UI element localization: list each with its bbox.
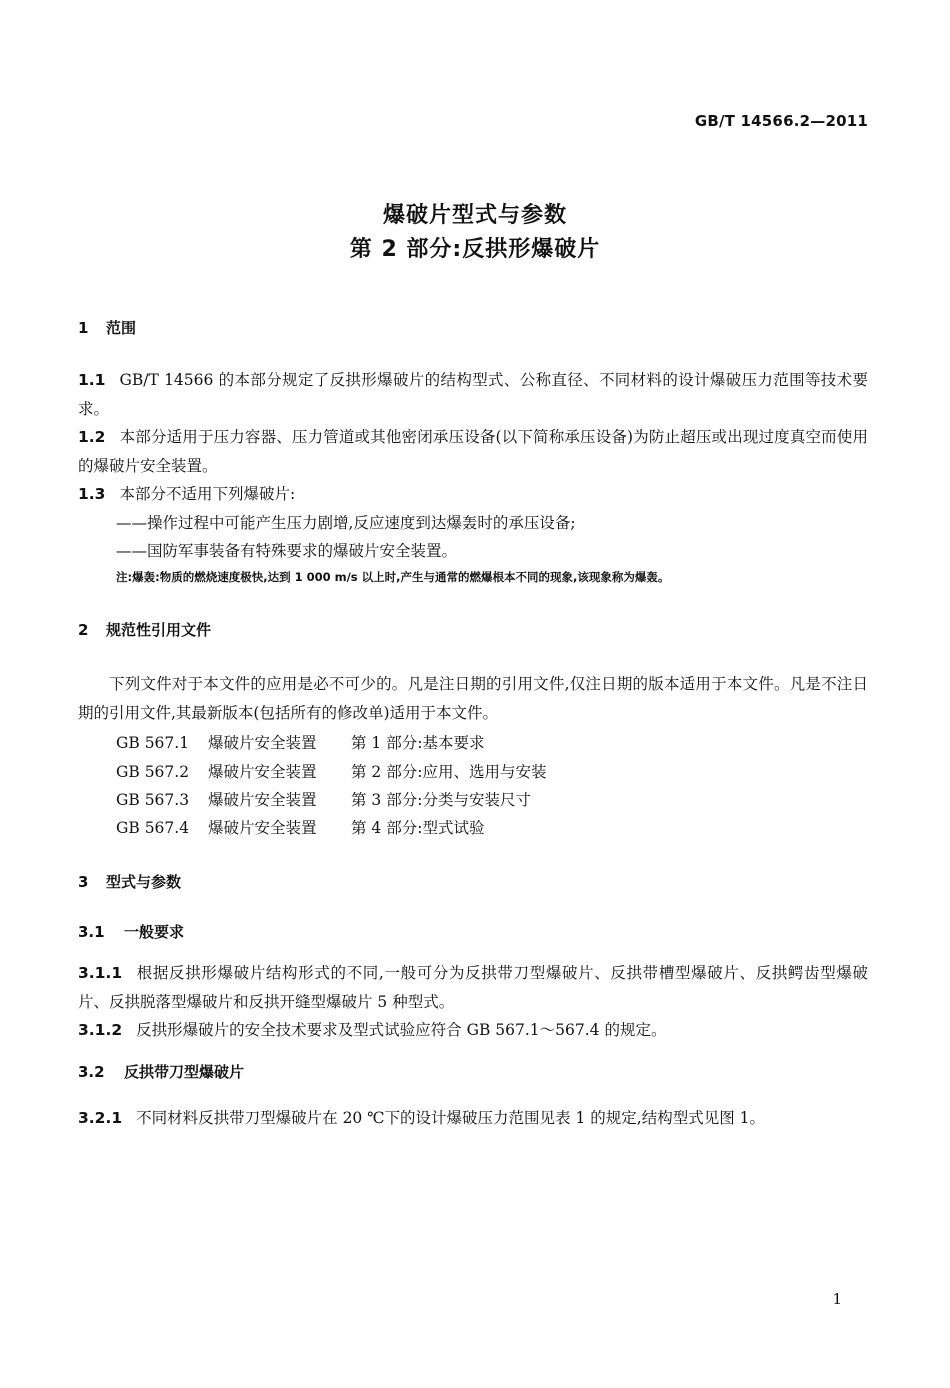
section-title: 反拱带刀型爆破片 xyxy=(124,1063,245,1081)
document-subtitle: 第 2 部分:反拱形爆破片 xyxy=(349,237,601,262)
reference-item xyxy=(116,760,546,782)
clause-1-2 xyxy=(78,423,868,481)
section-title: 规范性引用文件 xyxy=(106,621,212,639)
reference-part: 第 2 部分:应用、选用与安装 xyxy=(351,763,547,781)
clause-3-1-1 xyxy=(78,959,868,1017)
section-title: 型式与参数 xyxy=(106,873,182,891)
section-number: 3.2 xyxy=(78,1063,105,1081)
section-1-heading xyxy=(78,317,136,338)
clause-3-2-1 xyxy=(78,1104,868,1133)
section-title: 范围 xyxy=(106,319,137,337)
clause-number: 1.2 xyxy=(78,428,106,446)
section-2-heading xyxy=(78,619,211,640)
note: 注:爆轰:物质的燃烧速度极快,达到 1 000 m/s 以上时,产生与通常的燃爆根本不同的现象,该现象称为爆轰。 xyxy=(116,570,670,584)
clause-number: 1.3 xyxy=(78,485,106,503)
section-3-1-heading xyxy=(78,921,184,942)
clause-text: GB/T 14566 的本部分规定了反拱形爆破片的结构型式、公称直径、不同材料的设计爆破压力范围等技术要求。 xyxy=(78,371,868,418)
section-title: 一般要求 xyxy=(124,923,185,941)
section-number: 3 xyxy=(78,873,89,891)
document-title: 爆破片型式与参数 xyxy=(382,203,567,228)
section-3-heading xyxy=(78,871,181,892)
section-number: 1 xyxy=(78,319,89,337)
reference-name: 爆破片安全装置 xyxy=(208,819,317,837)
page-number: 1 xyxy=(832,1290,842,1308)
clause-number: 3.1.2 xyxy=(78,1021,123,1039)
reference-code: GB 567.4 xyxy=(116,819,190,837)
clause-number: 3.1.1 xyxy=(78,964,123,982)
section-2-intro: 下列文件对于本文件的应用是必不可少的。凡是注日期的引用文件,仅注日期的版本适用于本文件。凡是不注日期的引用文件,其最新版本(包括所有的修改单)适用于本文件。 xyxy=(78,675,868,722)
clause-1-3 xyxy=(78,480,868,509)
clause-number: 3.2.1 xyxy=(78,1109,123,1127)
clause-number: 1.1 xyxy=(78,371,106,389)
reference-name: 爆破片安全装置 xyxy=(208,791,317,809)
clause-1-1 xyxy=(78,366,868,424)
section-number: 3.1 xyxy=(78,923,105,941)
list-item: ——操作过程中可能产生压力剧增,反应速度到达爆轰时的承压设备; xyxy=(116,514,576,532)
reference-code: GB 567.1 xyxy=(116,734,190,752)
reference-name: 爆破片安全装置 xyxy=(208,734,317,752)
section-3-2-heading xyxy=(78,1061,244,1082)
reference-code: GB 567.2 xyxy=(116,763,190,781)
reference-part: 第 3 部分:分类与安装尺寸 xyxy=(351,791,531,809)
reference-item xyxy=(116,816,484,838)
clause-text: 不同材料反拱带刀型爆破片在 20 ℃下的设计爆破压力范围见表 1 的规定,结构型式见图 1。 xyxy=(136,1109,765,1127)
clause-3-1-2 xyxy=(78,1016,868,1045)
reference-name: 爆破片安全装置 xyxy=(208,763,317,781)
clause-text: 本部分不适用下列爆破片: xyxy=(119,485,296,503)
clause-text: 本部分适用于压力容器、压力管道或其他密闭承压设备(以下简称承压设备)为防止超压或出现过度真空而使用的爆破片安全装置。 xyxy=(78,428,868,475)
section-number: 2 xyxy=(78,621,89,639)
reference-code: GB 567.3 xyxy=(116,791,190,809)
list-item: ——国防军事装备有特殊要求的爆破片安全装置。 xyxy=(116,542,458,560)
reference-part: 第 4 部分:型式试验 xyxy=(351,819,485,837)
reference-part: 第 1 部分:基本要求 xyxy=(351,734,485,752)
reference-item xyxy=(116,788,531,810)
standard-number: GB/T 14566.2—2011 xyxy=(694,112,868,130)
clause-text: 根据反拱形爆破片结构形式的不同,一般可分为反拱带刀型爆破片、反拱带槽型爆破片、反拱鳄齿型爆破片、反拱脱落型爆破片和反拱开缝型爆破片 5 种型式。 xyxy=(78,964,868,1011)
clause-text: 反拱形爆破片的安全技术要求及型式试验应符合 GB 567.1～567.4 的规定。 xyxy=(136,1021,667,1039)
reference-item xyxy=(116,731,484,753)
